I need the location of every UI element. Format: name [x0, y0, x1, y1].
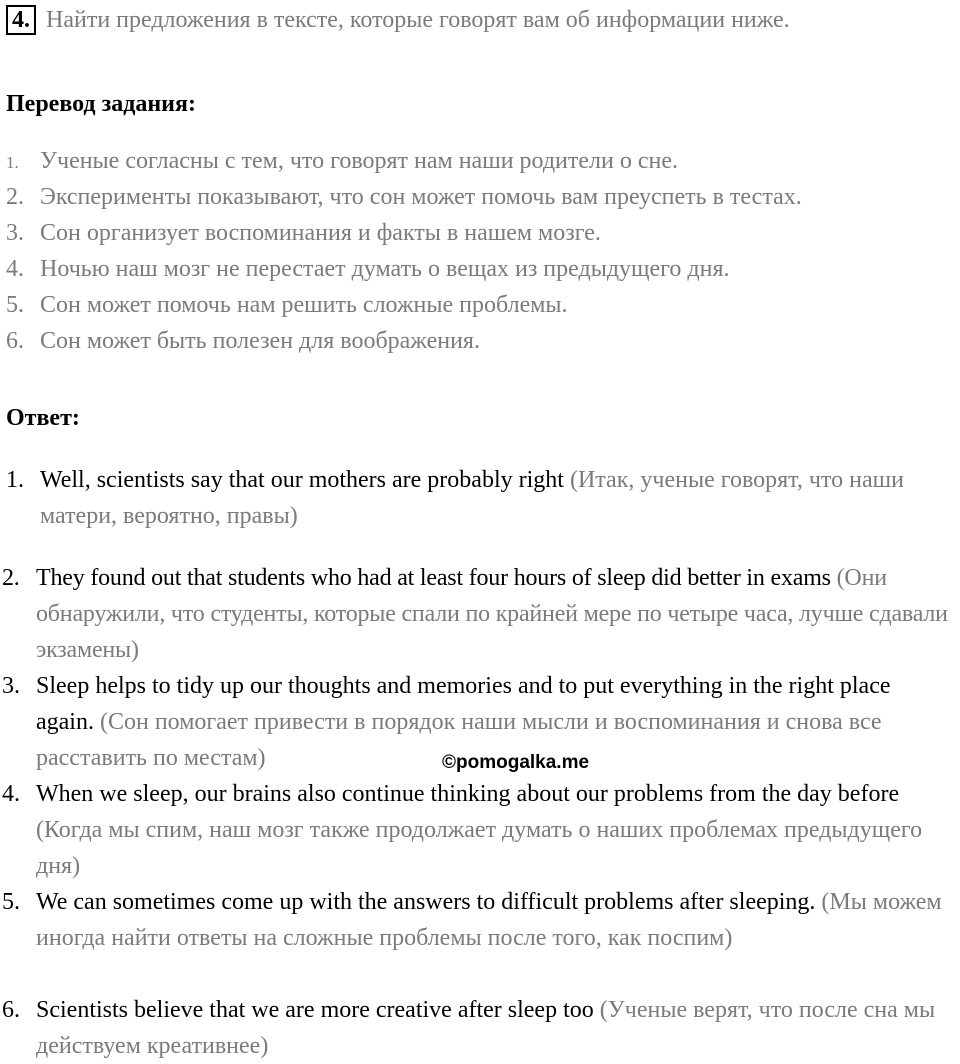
task-number: 4.	[6, 5, 36, 35]
answer-english: Well, scientists say that our mothers are probably right	[40, 467, 564, 493]
item-number: 6.	[6, 328, 24, 354]
answer-number: 4.	[2, 781, 20, 807]
list-item	[6, 215, 956, 251]
task-line	[6, 4, 956, 36]
answer-russian: (Мы можем иногда найти ответы на сложные проблемы после того, как поспим)	[36, 889, 942, 951]
item-text: Сон может быть полезен для воображения.	[40, 328, 480, 354]
answer-number: 3.	[2, 673, 20, 699]
answer-heading: Ответ:	[6, 405, 80, 431]
answer-russian: (Когда мы спим, наш мозг также продолжает думать о наших проблемах предыдущего дня)	[36, 817, 923, 879]
item-number: 2.	[6, 184, 24, 210]
item-text: Ученые согласны с тем, что говорят нам наши родители о сне.	[40, 148, 679, 174]
answer-item	[2, 776, 960, 884]
answer-english: Scientists believe that we are more creative after sleep too	[36, 997, 594, 1023]
answer-russian: (Сон помогает привести в порядок наши мысли и воспоминания и снова все расставить по местам)	[36, 709, 882, 771]
item-text: Эксперименты показывают, что сон может помочь вам преуспеть в тестах.	[40, 184, 802, 210]
answer-english: When we sleep, our brains also continue thinking about our problems from the day before	[36, 781, 900, 807]
answer-item	[6, 462, 956, 534]
answer-item	[2, 560, 957, 668]
watermark: ©pomogalka.me	[442, 752, 590, 773]
item-number: 1.	[6, 153, 19, 172]
answer-russian: (Ученые верят, что после сна мы действуем креативнее)	[36, 997, 936, 1059]
answer-number: 2.	[2, 565, 20, 591]
answer-item	[2, 992, 952, 1064]
task-text: Найти предложения в тексте, которые говорят вам об информации ниже.	[46, 7, 790, 33]
item-text: Ночью наш мозг не перестает думать о вещах из предыдущего дня.	[40, 256, 730, 282]
list-item	[6, 179, 956, 215]
translation-list	[6, 143, 956, 359]
answer-item	[2, 884, 952, 956]
list-item	[6, 323, 956, 359]
item-number: 5.	[6, 292, 24, 318]
answer-english: Sleep helps to tidy up our thoughts and memories and to put everything in the right place again.	[36, 673, 891, 735]
list-item	[6, 251, 956, 287]
answer-number: 6.	[2, 997, 20, 1023]
answer-russian: (Они обнаружили, что студенты, которые спали по крайней мере по четыре часа, лучше сдавали экзамены)	[36, 565, 948, 663]
item-number: 4.	[6, 256, 24, 282]
list-item	[6, 287, 956, 323]
answer-russian: (Итак, ученые говорят, что наши матери, вероятно, правы)	[40, 467, 904, 529]
answer-number: 1.	[6, 467, 24, 493]
item-number: 3.	[6, 220, 24, 246]
item-text: Сон организует воспоминания и факты в нашем мозге.	[40, 220, 601, 246]
answer-number: 5.	[2, 889, 20, 915]
item-text: Сон может помочь нам решить сложные проблемы.	[40, 292, 568, 318]
translation-heading: Перевод задания:	[6, 91, 196, 117]
list-item	[6, 143, 956, 179]
answer-english: We can sometimes come up with the answers to difficult problems after sleeping.	[36, 889, 816, 915]
answer-english: They found out that students who had at least four hours of sleep did better in exams	[36, 565, 831, 591]
